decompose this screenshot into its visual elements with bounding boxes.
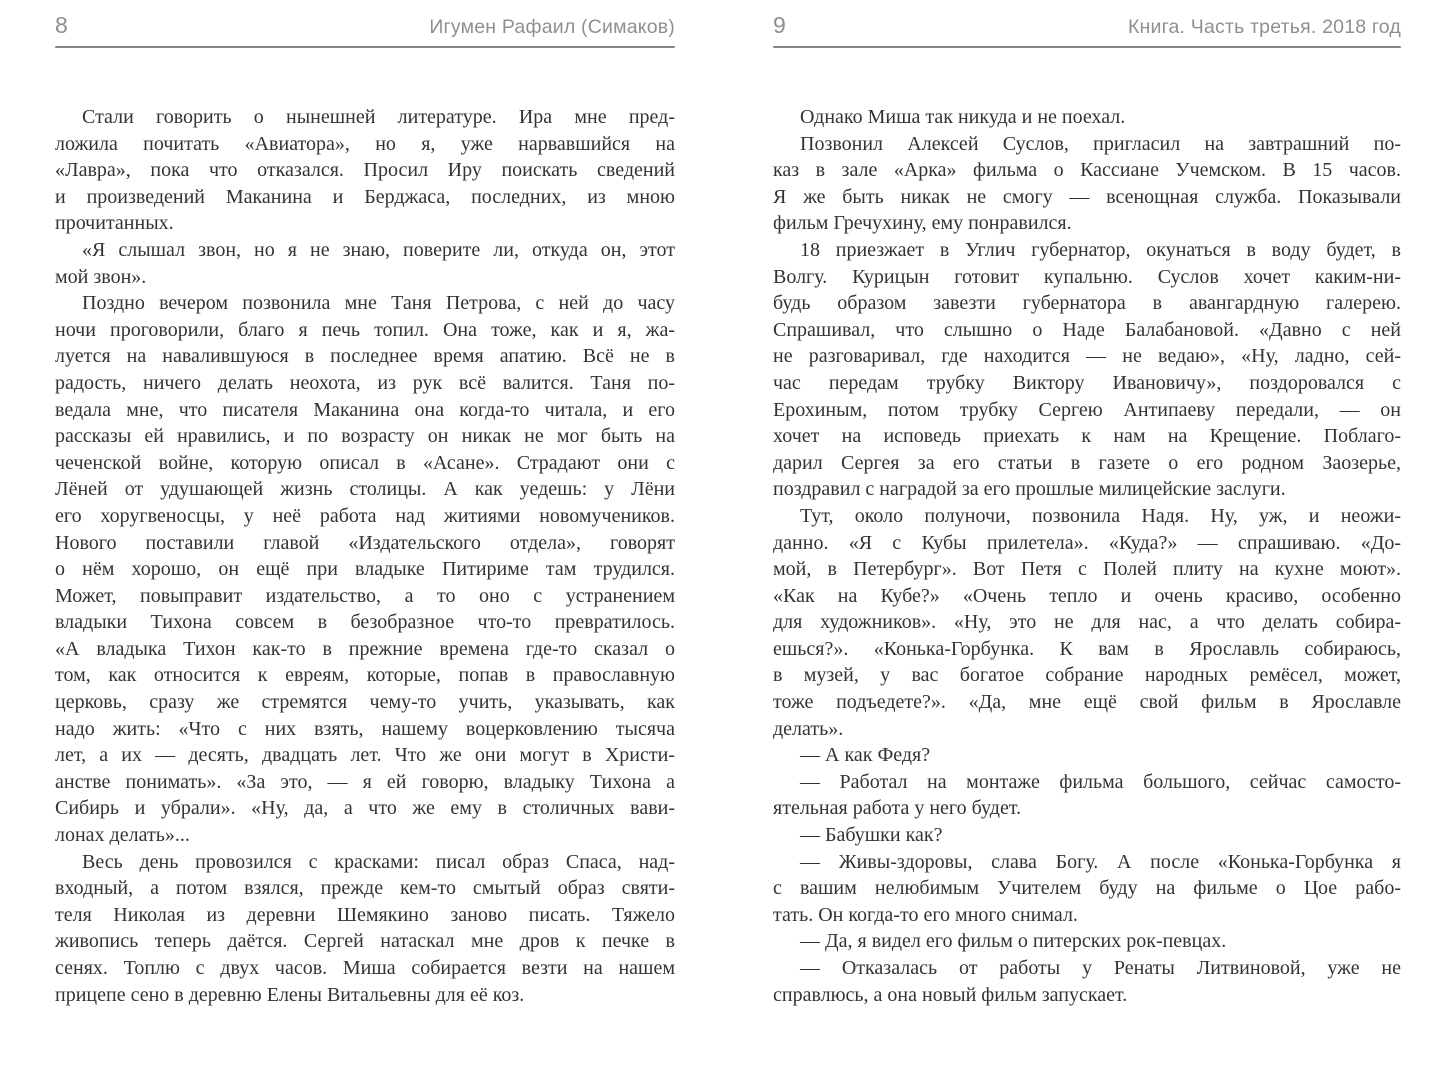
text-line: чеченской войне, которую описал в «Асане». Страдают они с [55,451,675,474]
text-line: церковь, сразу же стремятся чему-то учить, указывать, как [55,691,675,714]
left-page-header-row [55,12,675,39]
text-line: Я же быть никак не смогу — всенощная служба. Показывали [773,185,1401,208]
paragraph [773,769,1401,822]
text-line: радость, ничего делать неохота, из рук всё валится. Таня по- [55,371,675,394]
right-page [773,0,1401,1080]
text-line: справлюсь, а она новый фильм запускает. [773,983,1128,1006]
text-line: надо жить: «Что с них взять, нашему воцерковлению тысяча [55,717,675,740]
text-line: лонах делать»... [55,824,190,847]
text-line: — Работал на монтаже фильма большого, сейчас самосто- [800,770,1401,793]
text-line: его хоругвеносцы, у неё работа над житиями новомучеников. [55,504,675,527]
text-line: «Я слышал звон, но я не знаю, поверите ли, откуда он, этот [82,238,675,261]
text-line: не разговаривал, где находится — не ведаю», «Ну, ладно, сей- [773,345,1401,368]
text-line: — А как Федя? [800,744,931,767]
text-line: ночи проговорили, благо я печь топил. Она тоже, как и я, жа- [55,318,675,341]
right-page-number: 9 [773,12,786,38]
paragraph [55,290,675,848]
text-line: данно. «Я с Кубы прилетела». «Куда?» — спрашиваю. «До- [773,531,1401,554]
text-line: лет, а их — десять, двадцать лет. Что же они могут в Христи- [55,744,675,767]
text-line: сенях. Топлю с двух часов. Миша собирается везти на нашем [55,957,675,979]
text-line: Однако Миша так никуда и не поехал. [800,106,1126,128]
text-line: час передам трубку Виктору Ивановичу», поздоровался с [773,371,1401,394]
text-line: Поздно вечером позвонила мне Таня Петрова, с ней до часу [82,292,675,315]
text-line: Ерохиным, потом трубку Сергею Антипаеву передали, — он [773,398,1401,421]
text-line: для художников». «Ну, это не для нас, а что делать собира- [773,611,1401,634]
paragraph [55,104,675,237]
text-line: — Бабушки как? [800,824,943,847]
text-line: Волгу. Курицын готовит купальню. Суслов хочет каким-ни- [773,265,1401,288]
left-header-rule [55,46,675,48]
text-line: Стали говорить о нынешней литературе. Ира мне пред- [82,106,675,128]
text-line: владыки Тихона совсем в безобразное что-то превратилось. [55,611,675,634]
text-line: мой, в Петербург». Вот Петя с Полей плиту на кухне моют». [773,558,1401,581]
text-line: Лёней от удушающей жизнь столицы. А как уедешь: у Лёни [55,478,675,501]
right-header-rule [773,46,1401,48]
text-line: о нём хорошо, он ещё при владыке Питириме там трудился. [55,558,675,581]
paragraph [55,849,675,1009]
text-line: тоже подъедете?». «Да, мне ещё свой фильм в Ярославле [773,691,1401,714]
paragraph [773,822,1401,849]
text-line: дарил Сергея за его статьи в газете о его родном Заозерье, [773,451,1401,474]
paragraph [773,503,1401,742]
text-line: Нового поставили главой «Издательского отдела», говорят [55,531,675,554]
text-line: «Как на Кубе?» «Очень тепло и очень красиво, особенно [773,584,1401,607]
paragraph [773,237,1401,503]
text-line: ведала мне, что писателя Маканина она когда-то читала, и его [55,398,675,421]
text-line: «Лавра», пока что отказался. Просил Иру поискать сведений [55,159,675,182]
left-page-number: 8 [55,12,68,38]
left-page [55,0,675,1080]
text-line: Спрашивал, что слышно о Наде Балабановой. «Давно с ней [773,318,1401,341]
left-running-header: Игумен Рафаил (Симаков) [429,16,675,38]
text-line: и произведений Маканина и Берджаса, последних, из мною [55,185,675,208]
text-line: Сибирь и убрали». «Ну, да, а что же ему в столичных вави- [55,797,675,820]
text-line: входный, а потом взялся, прежде кем-то смытый образ святи- [55,877,675,900]
text-line: Позвонил Алексей Суслов, пригласил на завтрашний по- [800,132,1401,155]
text-line: ешься?». «Конька-Горбунка. К вам в Ярославль собираюсь, [773,637,1401,660]
text-line: прочитанных. [55,212,174,235]
text-line: хочет на исповедь приехать к нам на Крещение. Поблаго- [773,425,1401,448]
paragraph [773,742,1401,769]
text-line: Весь день провозился с красками: писал образ Спаса, над- [82,850,675,873]
text-line: живопись теперь даётся. Сергей натаскал мне дров к печке в [55,930,675,953]
text-line: 18 приезжает в Углич губернатор, окунаться в воду будет, в [800,238,1401,261]
text-line: поздравил с наградой за его прошлые милицейские заслуги. [773,478,1286,501]
text-line: рассказы ей нравились, и по возрасту он никак не мог быть на [55,425,675,448]
text-line: луется на навалившуюся в последнее время апатию. Всё не в [55,345,675,368]
text-line: анстве понимать». «За это, — я ей говорю, владыку Тихона а [55,770,675,793]
right-running-header: Книга. Часть третья. 2018 год [1127,16,1401,38]
text-line: Может, повыправит издательство, а то оно с устранением [55,584,675,607]
text-line: тать. Он когда-то его много снимал. [773,903,1078,926]
text-line: — Да, я видел его фильм о питерских рок-певцах. [800,930,1227,953]
text-line: делать». [773,717,844,740]
paragraph [773,928,1401,955]
text-line: «А владыка Тихон как-то в прежние времена где-то сказал о [55,637,675,660]
text-line: ятельная работа у него будет. [773,797,1022,820]
text-line: фильм Гречухину, ему понравился. [773,212,1072,235]
paragraph [773,849,1401,929]
text-line: с вашим нелюбимым Учителем буду на фильме о Цое рабо- [773,877,1401,900]
text-line: теля Николая из деревни Шемякино заново писать. Тяжело [55,903,675,926]
text-line: том, как относится к евреям, которые, попав в православную [55,664,675,687]
paragraph [55,237,675,290]
paragraph [773,955,1401,1008]
right-page-header-row [773,12,1401,39]
paragraph [773,104,1401,131]
text-line: каз в зале «Арка» фильма о Кассиане Учемском. В 15 часов. [773,159,1401,182]
text-line: в музей, у вас богатое собрание народных ремёсел, может, [773,664,1401,687]
paragraph [773,131,1401,237]
text-line: Тут, около полуночи, позвонила Надя. Ну, уж, и неожи- [800,504,1401,527]
text-line: мой звон». [55,265,147,288]
text-line: будь образом завезти губернатора в авангардную галерею. [773,292,1401,315]
left-page-body [55,104,675,1008]
text-line: — Живы-здоровы, слава Богу. А после «Конька-Горбунка я [800,850,1401,873]
text-line: прицепе сено в деревню Елены Витальевны для её коз. [55,983,525,1006]
text-line: ложила почитать «Авиатора», но я, уже нарвавшийся на [55,132,675,155]
right-page-body [773,104,1401,1008]
text-line: — Отказалась от работы у Ренаты Литвиновой, уже не [800,957,1401,979]
